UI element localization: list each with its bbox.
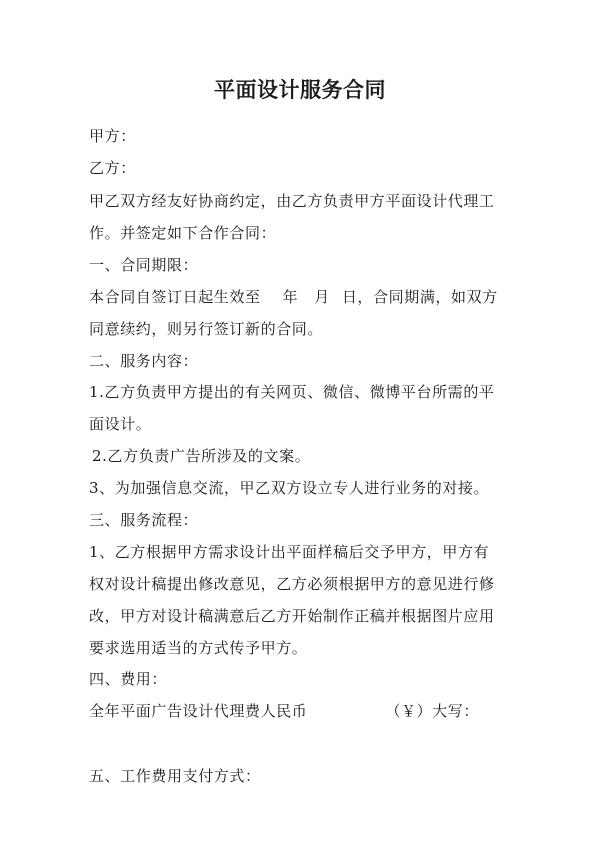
service-1-line-1: 1.乙方负责甲方提出的有关网页、微信、微博平台所需的平 <box>89 383 495 401</box>
intro-line-1: 甲乙双方经友好协商约定，由乙方负责甲方平面设计代理工 <box>89 192 495 210</box>
fee-line <box>89 701 479 721</box>
term-year: 年 <box>282 288 299 306</box>
term-line-2: 同意续约，则另行签订新的合同。 <box>89 320 324 338</box>
service-3: 3、为加强信息交流，甲乙双方设立专人进行业务的对接。 <box>89 479 490 497</box>
section-2-heading: 二、服务内容： <box>89 352 199 370</box>
fee-text-end: （￥）大写： <box>385 702 480 720</box>
term-line-1 <box>89 287 498 307</box>
section-4-heading: 四、费用： <box>89 670 168 688</box>
fee-text-start: 全年平面广告设计代理费人民币 <box>89 702 308 720</box>
service-2: 2.乙方负责广告所涉及的文案。 <box>92 447 311 465</box>
section-3-heading: 三、服务流程： <box>89 511 199 529</box>
section-5-heading: 五、工作费用支付方式： <box>89 767 261 785</box>
party-a-label: 甲方： <box>89 127 136 145</box>
process-line-2: 权对设计稿提出修改意见，乙方必须根据甲方的意见进行修 <box>89 575 495 593</box>
document-title: 平面设计服务合同 <box>214 78 386 102</box>
party-b-label: 乙方： <box>89 159 136 177</box>
process-line-4: 要求选用适当的方式传予甲方。 <box>89 639 308 657</box>
intro-line-2: 作。并签定如下合作合同： <box>89 224 277 242</box>
process-line-1: 1、乙方根据甲方需求设计出平面样稿后交予甲方，甲方有 <box>89 543 490 561</box>
term-text-end: 日，合同期满，如双方 <box>341 288 498 306</box>
process-line-3: 改，甲方对设计稿满意后乙方开始制作正稿并根据图片应用 <box>89 607 495 625</box>
term-text-start: 本合同自签订日起生效至 <box>89 288 261 306</box>
term-month: 月 <box>314 288 330 306</box>
service-1-line-2: 面设计。 <box>89 415 152 433</box>
section-1-heading: 一、合同期限： <box>89 256 199 274</box>
